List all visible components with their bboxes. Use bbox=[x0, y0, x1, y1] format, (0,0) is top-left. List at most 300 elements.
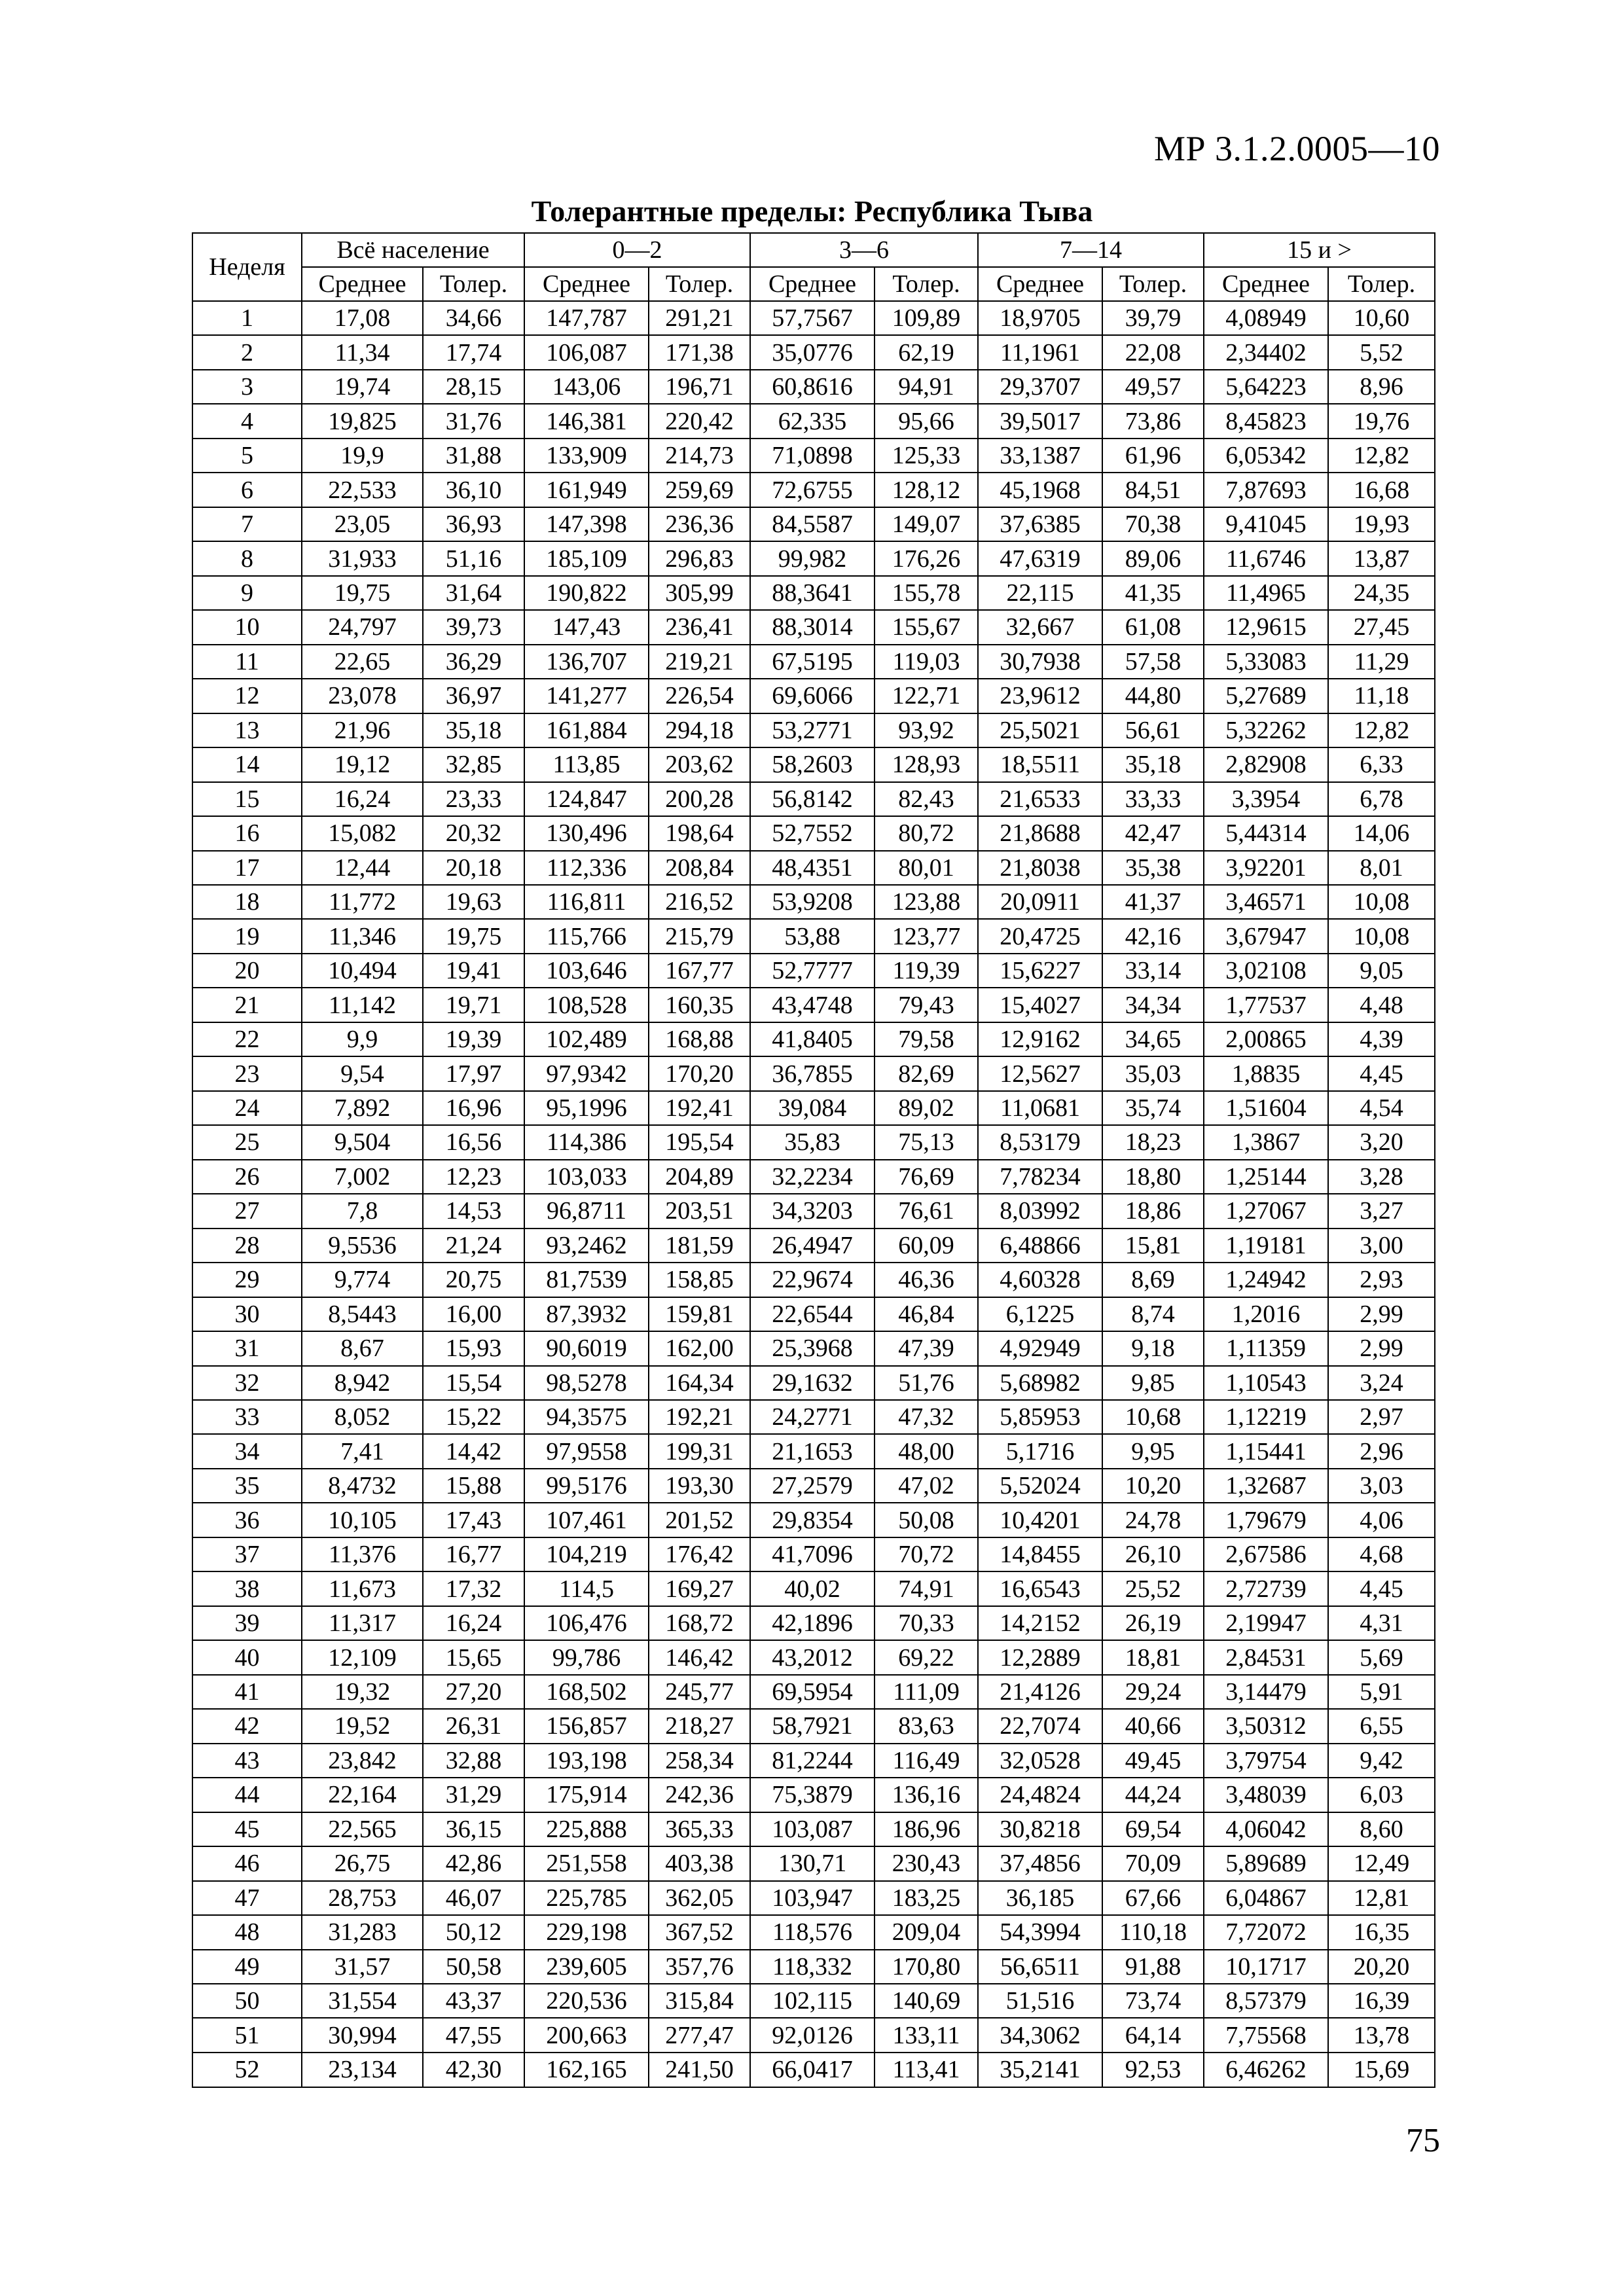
mean-cell: 103,646 bbox=[524, 954, 649, 988]
tolerance-cell: 9,42 bbox=[1328, 1744, 1435, 1778]
mean-cell: 5,68982 bbox=[978, 1366, 1102, 1400]
mean-cell: 168,502 bbox=[524, 1675, 649, 1709]
tolerance-cell: 3,03 bbox=[1328, 1469, 1435, 1503]
table-row bbox=[192, 1229, 1435, 1263]
mean-cell: 103,033 bbox=[524, 1160, 649, 1194]
tolerance-cell: 168,88 bbox=[649, 1022, 750, 1056]
table-title: Толерантные пределы: Республика Тыва bbox=[531, 194, 1093, 228]
tolerance-cell: 362,05 bbox=[649, 1881, 750, 1915]
tolerance-cell: 93,92 bbox=[875, 713, 978, 747]
mean-cell: 24,2771 bbox=[750, 1400, 875, 1434]
mean-cell: 22,565 bbox=[302, 1812, 423, 1846]
mean-cell: 72,6755 bbox=[750, 473, 875, 507]
tolerance-cell: 241,50 bbox=[649, 2053, 750, 2087]
mean-cell: 193,198 bbox=[524, 1744, 649, 1778]
mean-cell: 147,787 bbox=[524, 301, 649, 335]
mean-cell: 5,85953 bbox=[978, 1400, 1102, 1434]
mean-cell: 15,082 bbox=[302, 816, 423, 850]
mean-cell: 81,2244 bbox=[750, 1744, 875, 1778]
tolerance-cell: 160,35 bbox=[649, 988, 750, 1022]
tolerance-cell: 125,33 bbox=[875, 439, 978, 473]
mean-cell: 107,461 bbox=[524, 1503, 649, 1537]
tolerance-cell: 12,82 bbox=[1328, 713, 1435, 747]
tolerance-cell: 26,19 bbox=[1102, 1606, 1204, 1640]
mean-cell: 113,85 bbox=[524, 747, 649, 781]
week-cell: 34 bbox=[192, 1434, 302, 1468]
mean-cell: 20,0911 bbox=[978, 885, 1102, 919]
table-row bbox=[192, 645, 1435, 679]
tolerance-cell: 204,89 bbox=[649, 1160, 750, 1194]
tolerance-cell: 8,60 bbox=[1328, 1812, 1435, 1846]
mean-cell: 185,109 bbox=[524, 541, 649, 575]
tolerance-cell: 214,73 bbox=[649, 439, 750, 473]
mean-cell: 11,346 bbox=[302, 919, 423, 953]
mean-cell: 1,2016 bbox=[1204, 1297, 1328, 1331]
tolerance-cell: 198,64 bbox=[649, 816, 750, 850]
tolerance-cell: 136,16 bbox=[875, 1778, 978, 1812]
mean-cell: 4,08949 bbox=[1204, 301, 1328, 335]
mean-cell: 30,8218 bbox=[978, 1812, 1102, 1846]
tolerance-cell: 4,39 bbox=[1328, 1022, 1435, 1056]
tolerance-cell: 8,01 bbox=[1328, 851, 1435, 885]
table-row bbox=[192, 816, 1435, 850]
tolerance-cell: 219,21 bbox=[649, 645, 750, 679]
tolerance-cell: 122,71 bbox=[875, 679, 978, 713]
mean-cell: 103,087 bbox=[750, 1812, 875, 1846]
mean-cell: 1,79679 bbox=[1204, 1503, 1328, 1537]
mean-cell: 11,34 bbox=[302, 335, 423, 369]
mean-cell: 35,83 bbox=[750, 1125, 875, 1159]
tolerance-cell: 296,83 bbox=[649, 541, 750, 575]
table-row bbox=[192, 747, 1435, 781]
mean-cell: 21,4126 bbox=[978, 1675, 1102, 1709]
mean-cell: 156,857 bbox=[524, 1709, 649, 1743]
tolerance-cell: 24,35 bbox=[1328, 576, 1435, 610]
tolerance-cell: 155,67 bbox=[875, 610, 978, 644]
tolerance-cell: 31,29 bbox=[423, 1778, 524, 1812]
tolerance-cell: 76,69 bbox=[875, 1160, 978, 1194]
tolerance-cell: 60,09 bbox=[875, 1229, 978, 1263]
mean-cell: 10,1717 bbox=[1204, 1950, 1328, 1984]
mean-cell: 7,8 bbox=[302, 1194, 423, 1228]
tolerance-cell: 209,04 bbox=[875, 1915, 978, 1949]
tolerance-cell: 34,66 bbox=[423, 301, 524, 335]
mean-cell: 26,4947 bbox=[750, 1229, 875, 1263]
mean-cell: 1,77537 bbox=[1204, 988, 1328, 1022]
mean-cell: 4,60328 bbox=[978, 1263, 1102, 1297]
mean-cell: 22,9674 bbox=[750, 1263, 875, 1297]
table-row bbox=[192, 782, 1435, 816]
mean-cell: 141,277 bbox=[524, 679, 649, 713]
tolerance-cell: 16,77 bbox=[423, 1537, 524, 1571]
week-cell: 41 bbox=[192, 1675, 302, 1709]
tolerance-cell: 8,69 bbox=[1102, 1263, 1204, 1297]
mean-cell: 130,71 bbox=[750, 1846, 875, 1880]
mean-cell: 10,494 bbox=[302, 954, 423, 988]
tolerance-cell: 18,86 bbox=[1102, 1194, 1204, 1228]
table-row bbox=[192, 335, 1435, 369]
mean-cell: 26,75 bbox=[302, 1846, 423, 1880]
tolerance-cell: 84,51 bbox=[1102, 473, 1204, 507]
tolerance-cell: 9,95 bbox=[1102, 1434, 1204, 1468]
week-cell: 6 bbox=[192, 473, 302, 507]
tolerance-cell: 36,15 bbox=[423, 1812, 524, 1846]
tolerance-cell: 113,41 bbox=[875, 2053, 978, 2087]
week-cell: 51 bbox=[192, 2018, 302, 2052]
tolerance-cell: 35,74 bbox=[1102, 1091, 1204, 1125]
mean-cell: 92,0126 bbox=[750, 2018, 875, 2052]
mean-cell: 11,1961 bbox=[978, 335, 1102, 369]
tolerance-cell: 183,25 bbox=[875, 1881, 978, 1915]
mean-cell: 53,88 bbox=[750, 919, 875, 953]
mean-cell: 2,72739 bbox=[1204, 1571, 1328, 1605]
mean-cell: 9,54 bbox=[302, 1056, 423, 1090]
tolerance-cell: 74,91 bbox=[875, 1571, 978, 1605]
tolerance-cell: 218,27 bbox=[649, 1709, 750, 1743]
mean-cell: 5,64223 bbox=[1204, 370, 1328, 404]
tolerance-cell: 32,88 bbox=[423, 1744, 524, 1778]
mean-cell: 21,8038 bbox=[978, 851, 1102, 885]
tolerance-cell: 16,35 bbox=[1328, 1915, 1435, 1949]
tolerance-cell: 35,03 bbox=[1102, 1056, 1204, 1090]
tolerance-cell: 245,77 bbox=[649, 1675, 750, 1709]
table-row bbox=[192, 1537, 1435, 1571]
week-cell: 35 bbox=[192, 1469, 302, 1503]
tolerance-cell: 4,31 bbox=[1328, 1606, 1435, 1640]
tolerance-cell: 40,66 bbox=[1102, 1709, 1204, 1743]
mean-cell: 7,002 bbox=[302, 1160, 423, 1194]
tolerance-cell: 69,22 bbox=[875, 1640, 978, 1674]
mean-cell: 69,5954 bbox=[750, 1675, 875, 1709]
tolerance-cell: 27,45 bbox=[1328, 610, 1435, 644]
mean-cell: 1,32687 bbox=[1204, 1469, 1328, 1503]
tolerance-cell: 203,51 bbox=[649, 1194, 750, 1228]
tolerance-cell: 18,80 bbox=[1102, 1160, 1204, 1194]
tolerance-cell: 169,27 bbox=[649, 1571, 750, 1605]
tolerance-cell: 15,81 bbox=[1102, 1229, 1204, 1263]
mean-cell: 33,1387 bbox=[978, 439, 1102, 473]
mean-cell: 66,0417 bbox=[750, 2053, 875, 2087]
week-cell: 32 bbox=[192, 1366, 302, 1400]
tolerance-cell: 2,99 bbox=[1328, 1297, 1435, 1331]
mean-cell: 143,06 bbox=[524, 370, 649, 404]
tolerance-cell: 8,74 bbox=[1102, 1297, 1204, 1331]
mean-cell: 251,558 bbox=[524, 1846, 649, 1880]
mean-cell: 24,797 bbox=[302, 610, 423, 644]
week-cell: 52 bbox=[192, 2053, 302, 2087]
tolerance-cell: 19,71 bbox=[423, 988, 524, 1022]
tolerance-cell: 3,27 bbox=[1328, 1194, 1435, 1228]
tolerance-cell: 171,38 bbox=[649, 335, 750, 369]
tolerance-cell: 73,74 bbox=[1102, 1984, 1204, 2018]
mean-cell: 147,43 bbox=[524, 610, 649, 644]
mean-cell: 136,707 bbox=[524, 645, 649, 679]
mean-cell: 29,1632 bbox=[750, 1366, 875, 1400]
tolerance-cell: 47,02 bbox=[875, 1469, 978, 1503]
table-row bbox=[192, 713, 1435, 747]
tolerance-cell: 159,81 bbox=[649, 1297, 750, 1331]
tolerance-cell: 75,13 bbox=[875, 1125, 978, 1159]
mean-cell: 51,516 bbox=[978, 1984, 1102, 2018]
tolerance-cell: 216,52 bbox=[649, 885, 750, 919]
tolerance-table bbox=[192, 232, 1435, 2088]
tolerance-cell: 315,84 bbox=[649, 1984, 750, 2018]
mean-cell: 21,8688 bbox=[978, 816, 1102, 850]
tolerance-cell: 95,66 bbox=[875, 404, 978, 438]
tolerance-cell: 76,61 bbox=[875, 1194, 978, 1228]
mean-cell: 28,753 bbox=[302, 1881, 423, 1915]
tolerance-cell: 15,54 bbox=[423, 1366, 524, 1400]
tolerance-cell: 44,80 bbox=[1102, 679, 1204, 713]
mean-cell: 41,8405 bbox=[750, 1022, 875, 1056]
mean-cell: 34,3203 bbox=[750, 1194, 875, 1228]
mean-cell: 116,811 bbox=[524, 885, 649, 919]
mean-cell: 31,283 bbox=[302, 1915, 423, 1949]
tolerance-cell: 42,86 bbox=[423, 1846, 524, 1880]
mean-cell: 104,219 bbox=[524, 1537, 649, 1571]
mean-cell: 102,489 bbox=[524, 1022, 649, 1056]
mean-cell: 69,6066 bbox=[750, 679, 875, 713]
tolerance-cell: 16,00 bbox=[423, 1297, 524, 1331]
mean-cell: 81,7539 bbox=[524, 1263, 649, 1297]
mean-header: Среднее bbox=[302, 267, 423, 301]
group-header: Всё население bbox=[302, 233, 524, 267]
tolerance-cell: 15,22 bbox=[423, 1400, 524, 1434]
tolerance-cell: 146,42 bbox=[649, 1640, 750, 1674]
week-cell: 14 bbox=[192, 747, 302, 781]
mean-cell: 22,7074 bbox=[978, 1709, 1102, 1743]
tolerance-cell: 20,18 bbox=[423, 851, 524, 885]
tolerance-cell: 26,31 bbox=[423, 1709, 524, 1743]
mean-cell: 133,909 bbox=[524, 439, 649, 473]
week-cell: 8 bbox=[192, 541, 302, 575]
mean-cell: 115,766 bbox=[524, 919, 649, 953]
mean-cell: 5,33083 bbox=[1204, 645, 1328, 679]
week-cell: 28 bbox=[192, 1229, 302, 1263]
tolerance-cell: 80,01 bbox=[875, 851, 978, 885]
mean-cell: 1,10543 bbox=[1204, 1366, 1328, 1400]
tolerance-cell: 43,37 bbox=[423, 1984, 524, 2018]
tolerance-cell: 82,69 bbox=[875, 1056, 978, 1090]
mean-cell: 2,19947 bbox=[1204, 1606, 1328, 1640]
mean-cell: 7,72072 bbox=[1204, 1915, 1328, 1949]
tolerance-cell: 91,88 bbox=[1102, 1950, 1204, 1984]
tolerance-cell: 19,63 bbox=[423, 885, 524, 919]
table-row bbox=[192, 610, 1435, 644]
table-row bbox=[192, 1950, 1435, 1984]
mean-cell: 99,5176 bbox=[524, 1469, 649, 1503]
mean-cell: 48,4351 bbox=[750, 851, 875, 885]
tolerance-cell: 5,91 bbox=[1328, 1675, 1435, 1709]
mean-cell: 20,4725 bbox=[978, 919, 1102, 953]
mean-cell: 112,336 bbox=[524, 851, 649, 885]
mean-cell: 32,2234 bbox=[750, 1160, 875, 1194]
tolerance-cell: 79,43 bbox=[875, 988, 978, 1022]
table-row bbox=[192, 301, 1435, 335]
tolerance-cell: 155,78 bbox=[875, 576, 978, 610]
tolerance-cell: 20,75 bbox=[423, 1263, 524, 1297]
table-row bbox=[192, 1331, 1435, 1365]
tolerance-cell: 16,24 bbox=[423, 1606, 524, 1640]
mean-cell: 1,25144 bbox=[1204, 1160, 1328, 1194]
week-cell: 23 bbox=[192, 1056, 302, 1090]
tolerance-cell: 5,69 bbox=[1328, 1640, 1435, 1674]
mean-cell: 21,96 bbox=[302, 713, 423, 747]
tolerance-cell: 94,91 bbox=[875, 370, 978, 404]
mean-cell: 7,892 bbox=[302, 1091, 423, 1125]
tolerance-cell: 215,79 bbox=[649, 919, 750, 953]
mean-cell: 41,7096 bbox=[750, 1537, 875, 1571]
table-row bbox=[192, 404, 1435, 438]
group-header: 3—6 bbox=[750, 233, 978, 267]
mean-cell: 3,92201 bbox=[1204, 851, 1328, 885]
mean-cell: 56,6511 bbox=[978, 1950, 1102, 1984]
tolerance-cell: 11,29 bbox=[1328, 645, 1435, 679]
tolerance-cell: 365,33 bbox=[649, 1812, 750, 1846]
tolerance-cell: 10,20 bbox=[1102, 1469, 1204, 1503]
tolerance-cell: 195,54 bbox=[649, 1125, 750, 1159]
tolerance-cell: 6,03 bbox=[1328, 1778, 1435, 1812]
tolerance-cell: 291,21 bbox=[649, 301, 750, 335]
mean-cell: 3,46571 bbox=[1204, 885, 1328, 919]
mean-cell: 8,03992 bbox=[978, 1194, 1102, 1228]
mean-cell: 39,084 bbox=[750, 1091, 875, 1125]
tolerance-cell: 162,00 bbox=[649, 1331, 750, 1365]
header-row-groups bbox=[192, 233, 1435, 267]
mean-cell: 8,67 bbox=[302, 1331, 423, 1365]
week-cell: 15 bbox=[192, 782, 302, 816]
mean-cell: 56,8142 bbox=[750, 782, 875, 816]
mean-cell: 8,5443 bbox=[302, 1297, 423, 1331]
mean-cell: 229,198 bbox=[524, 1915, 649, 1949]
week-cell: 49 bbox=[192, 1950, 302, 1984]
tolerance-cell: 25,52 bbox=[1102, 1571, 1204, 1605]
mean-cell: 225,888 bbox=[524, 1812, 649, 1846]
table-row bbox=[192, 1056, 1435, 1090]
mean-cell: 29,8354 bbox=[750, 1503, 875, 1537]
tolerance-cell: 48,00 bbox=[875, 1434, 978, 1468]
tolerance-cell: 158,85 bbox=[649, 1263, 750, 1297]
mean-cell: 31,554 bbox=[302, 1984, 423, 2018]
mean-cell: 37,6385 bbox=[978, 507, 1102, 541]
mean-cell: 29,3707 bbox=[978, 370, 1102, 404]
tolerance-cell: 80,72 bbox=[875, 816, 978, 850]
week-cell: 25 bbox=[192, 1125, 302, 1159]
table-row bbox=[192, 1606, 1435, 1640]
mean-cell: 239,605 bbox=[524, 1950, 649, 1984]
mean-cell: 6,04867 bbox=[1204, 1881, 1328, 1915]
table-row bbox=[192, 541, 1435, 575]
mean-cell: 106,087 bbox=[524, 335, 649, 369]
tolerance-cell: 3,20 bbox=[1328, 1125, 1435, 1159]
tolerance-cell: 12,49 bbox=[1328, 1846, 1435, 1880]
tolerance-cell: 14,42 bbox=[423, 1434, 524, 1468]
tolerance-cell: 39,79 bbox=[1102, 301, 1204, 335]
mean-cell: 5,44314 bbox=[1204, 816, 1328, 850]
week-cell: 38 bbox=[192, 1571, 302, 1605]
tolerance-cell: 57,58 bbox=[1102, 645, 1204, 679]
mean-cell: 21,6533 bbox=[978, 782, 1102, 816]
mean-cell: 19,52 bbox=[302, 1709, 423, 1743]
mean-cell: 3,48039 bbox=[1204, 1778, 1328, 1812]
mean-cell: 36,7855 bbox=[750, 1056, 875, 1090]
tolerance-cell: 23,33 bbox=[423, 782, 524, 816]
week-cell: 33 bbox=[192, 1400, 302, 1434]
tolerance-cell: 51,76 bbox=[875, 1366, 978, 1400]
week-cell: 43 bbox=[192, 1744, 302, 1778]
tolerance-cell: 16,39 bbox=[1328, 1984, 1435, 2018]
tolerance-cell: 28,15 bbox=[423, 370, 524, 404]
tolerance-cell: 2,99 bbox=[1328, 1331, 1435, 1365]
mean-cell: 8,57379 bbox=[1204, 1984, 1328, 2018]
tolerance-cell: 56,61 bbox=[1102, 713, 1204, 747]
mean-cell: 60,8616 bbox=[750, 370, 875, 404]
mean-cell: 124,847 bbox=[524, 782, 649, 816]
tolerance-cell: 19,75 bbox=[423, 919, 524, 953]
week-cell: 9 bbox=[192, 576, 302, 610]
week-cell: 3 bbox=[192, 370, 302, 404]
mean-cell: 22,164 bbox=[302, 1778, 423, 1812]
tolerance-cell: 36,93 bbox=[423, 507, 524, 541]
tolerance-cell: 6,78 bbox=[1328, 782, 1435, 816]
tolerance-cell: 230,43 bbox=[875, 1846, 978, 1880]
tolerance-cell: 42,47 bbox=[1102, 816, 1204, 850]
tolerance-cell: 24,78 bbox=[1102, 1503, 1204, 1537]
mean-cell: 36,185 bbox=[978, 1881, 1102, 1915]
tolerance-cell: 19,93 bbox=[1328, 507, 1435, 541]
week-cell: 24 bbox=[192, 1091, 302, 1125]
tolerance-cell: 18,81 bbox=[1102, 1640, 1204, 1674]
tolerance-cell: 10,08 bbox=[1328, 919, 1435, 953]
tolerance-cell: 19,76 bbox=[1328, 404, 1435, 438]
mean-cell: 19,32 bbox=[302, 1675, 423, 1709]
mean-cell: 67,5195 bbox=[750, 645, 875, 679]
tolerance-cell: 186,96 bbox=[875, 1812, 978, 1846]
table-row bbox=[192, 885, 1435, 919]
tolerance-cell: 10,08 bbox=[1328, 885, 1435, 919]
tolerance-cell: 44,24 bbox=[1102, 1778, 1204, 1812]
mean-cell: 11,317 bbox=[302, 1606, 423, 1640]
tolerance-cell: 192,41 bbox=[649, 1091, 750, 1125]
mean-cell: 19,12 bbox=[302, 747, 423, 781]
mean-cell: 58,7921 bbox=[750, 1709, 875, 1743]
tolerance-cell: 16,68 bbox=[1328, 473, 1435, 507]
tolerance-cell: 123,77 bbox=[875, 919, 978, 953]
mean-cell: 30,7938 bbox=[978, 645, 1102, 679]
mean-cell: 1,12219 bbox=[1204, 1400, 1328, 1434]
tolerance-cell: 12,82 bbox=[1328, 439, 1435, 473]
tolerance-cell: 277,47 bbox=[649, 2018, 750, 2052]
mean-cell: 11,4965 bbox=[1204, 576, 1328, 610]
mean-cell: 161,949 bbox=[524, 473, 649, 507]
tolerance-cell: 123,88 bbox=[875, 885, 978, 919]
table-row bbox=[192, 988, 1435, 1022]
mean-cell: 146,381 bbox=[524, 404, 649, 438]
mean-cell: 14,8455 bbox=[978, 1537, 1102, 1571]
mean-header: Среднее bbox=[978, 267, 1102, 301]
mean-cell: 10,105 bbox=[302, 1503, 423, 1537]
table-row bbox=[192, 2018, 1435, 2052]
tolerance-cell: 70,38 bbox=[1102, 507, 1204, 541]
tolerance-cell: 15,93 bbox=[423, 1331, 524, 1365]
mean-cell: 6,1225 bbox=[978, 1297, 1102, 1331]
tolerance-cell: 357,76 bbox=[649, 1950, 750, 1984]
tolerance-cell: 36,10 bbox=[423, 473, 524, 507]
mean-cell: 23,05 bbox=[302, 507, 423, 541]
mean-cell: 25,3968 bbox=[750, 1331, 875, 1365]
mean-cell: 96,8711 bbox=[524, 1194, 649, 1228]
tolerance-cell: 31,64 bbox=[423, 576, 524, 610]
